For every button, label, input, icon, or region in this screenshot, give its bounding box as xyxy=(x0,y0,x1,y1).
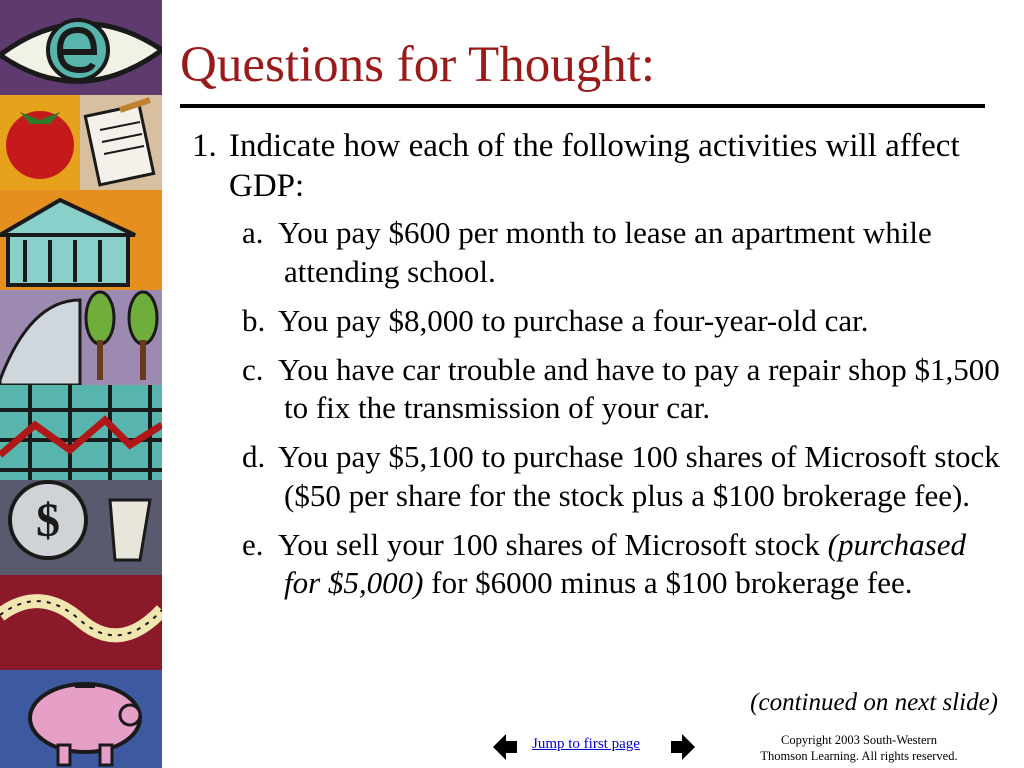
right-arrow-icon[interactable] xyxy=(671,734,695,760)
sub-item-text-after: for $6000 minus a $100 brokerage fee. xyxy=(431,565,913,600)
copyright-line-1: Copyright 2003 South-Western xyxy=(781,733,937,747)
question-item xyxy=(192,126,1002,206)
document-pen-icon xyxy=(80,95,162,190)
sub-item-e xyxy=(192,526,1002,603)
sub-item-marker: a. xyxy=(242,215,264,250)
question-text: Indicate how each of the following activities will affect GDP: xyxy=(229,128,960,204)
slide-content xyxy=(192,126,1002,613)
jump-to-first-page-link[interactable]: Jump to first page xyxy=(532,736,640,752)
sub-item-text: You pay $5,100 to purchase 100 shares of Microsoft stock ($50 per share for the stock plus a $100 brokerage fee). xyxy=(278,439,1000,513)
continued-note: (continued on next slide) xyxy=(750,689,998,716)
sub-item-marker: e. xyxy=(242,526,264,562)
sub-item-b xyxy=(192,302,1002,341)
sub-item-text: You pay $8,000 to purchase a four-year-old car. xyxy=(278,302,869,338)
svg-text:$: $ xyxy=(36,494,60,547)
sub-item-italic-text: (purchased for $5,000) xyxy=(284,526,966,600)
eye-e-logo-icon xyxy=(0,0,162,95)
sub-item-list xyxy=(192,214,1002,603)
sub-item-d xyxy=(192,438,1002,515)
copyright-line-2: Thomson Learning. All rights reserved. xyxy=(760,749,958,763)
sub-item-text: You pay $600 per month to lease an apartment while attending school. xyxy=(278,215,932,289)
dollar-coin-icon xyxy=(0,480,162,575)
side-art-svg xyxy=(0,0,162,768)
sub-item-marker: b. xyxy=(242,302,266,338)
sub-item-text: You have car trouble and have to pay a repair shop $1,500 to fix the transmission of your car. xyxy=(278,351,1000,425)
sub-item-text: You sell your 100 shares of Microsoft stock xyxy=(278,526,820,562)
sub-item-marker: c. xyxy=(242,351,264,387)
slide-title: Questions for Thought: xyxy=(180,37,656,93)
chart-zigzag-icon xyxy=(0,385,162,480)
sub-item-marker: d. xyxy=(242,439,266,474)
copyright-notice xyxy=(744,732,974,764)
snake-tape-icon xyxy=(0,575,162,670)
tomato-icon xyxy=(0,95,80,190)
title-underline xyxy=(180,104,985,108)
trees-icon xyxy=(0,290,162,385)
question-number: 1. xyxy=(192,128,217,164)
sub-item-c xyxy=(192,351,1002,428)
side-art-strip xyxy=(0,0,162,768)
left-arrow-icon[interactable] xyxy=(493,734,517,760)
bank-building-icon xyxy=(0,190,162,290)
sub-item-a xyxy=(192,214,1002,291)
